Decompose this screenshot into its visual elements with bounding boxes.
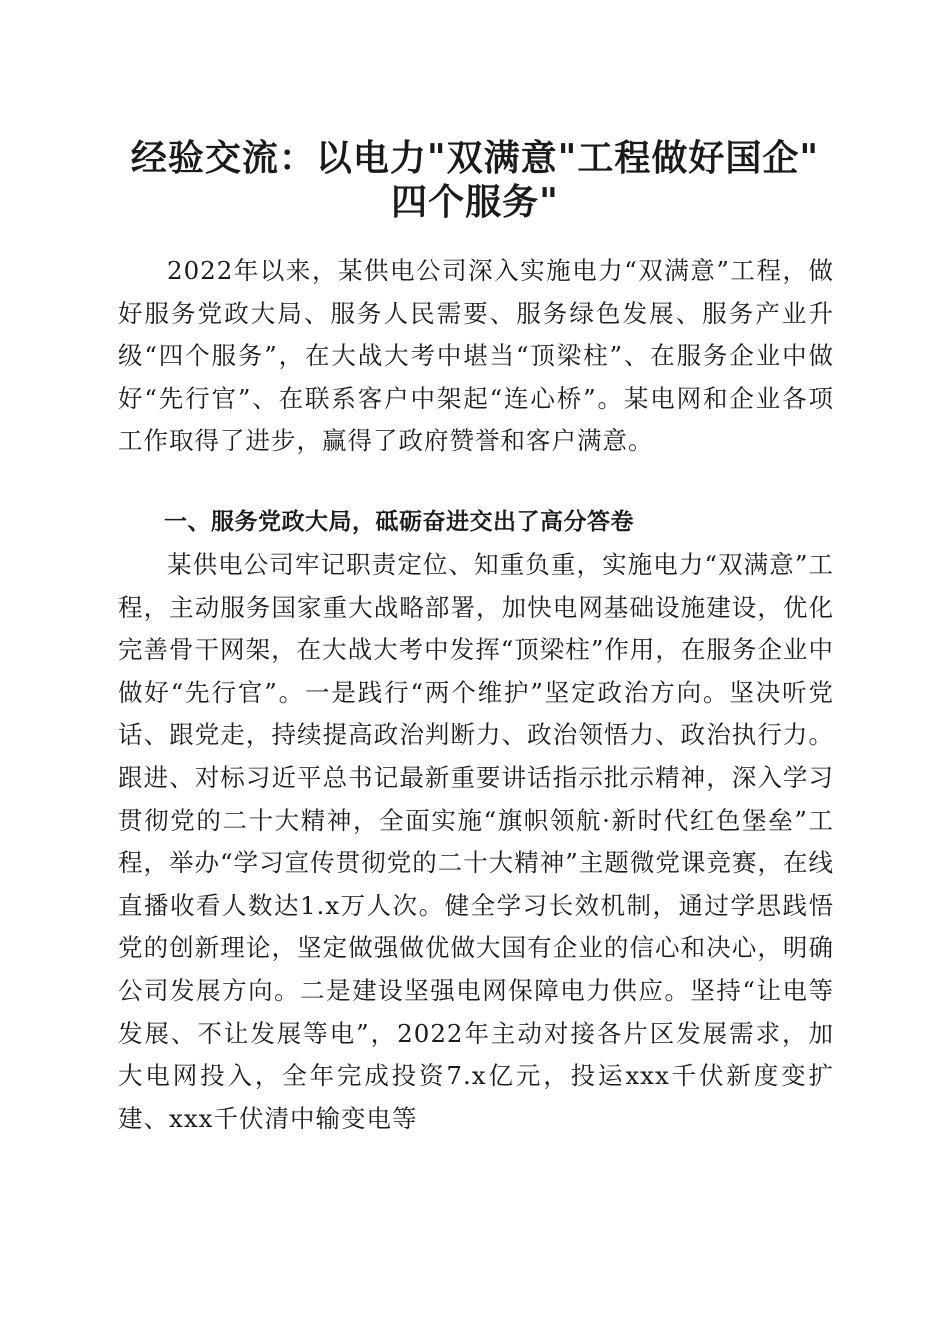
section-heading: 一、服务党政大局，砥砺奋进交出了高分答卷: [164, 509, 634, 535]
document-title-line-1: 经验交流：以电力"双满意"工程做好国企": [130, 137, 820, 179]
document-title-line-2: 四个服务": [391, 181, 559, 223]
body-paragraph: 某供电公司牢记职责定位、知重负重，实施电力“双满意”工程，主动服务国家重大战略部署，加快电网基础设施建设，优化完善骨干网架，在大战大考中发挥“顶梁柱”作用，在服务企业中做好“先行官”。一是践行“两个维护”坚定政治方向。坚决听党话、跟党走，持续提高政治判断力、政治领悟力、政治执行力。跟进、对标习近平总书记最新重要讲话指示批示精神，深入学习贯彻党的二十大精神，全面实施“旗帜领航·新时代红色堡垒”工程，举办“学习宣传贯彻党的二十大精神”主题微党课竞赛，在线直播收看人数达1.x万人次。健全学习长效机制，通过学思践悟党的创新理论，坚定做强做优做大国有企业的信心和决心，明确公司发展方向。二是建设坚强电网保障电力供应。坚持“让电等发展、不让发展等电”，2022年主动对接各片区发展需求，加大电网投入，全年完成投资7.x亿元，投运xxx千伏新度变扩建、xxx千伏清中输变电等: [118, 550, 834, 1133]
intro-paragraph: 2022年以来，某供电公司深入实施电力“双满意”工程，做好服务党政大局、服务人民需要、服务绿色发展、服务产业升级“四个服务”，在大战大考中堪当“顶梁柱”、在服务企业中做好“先行官”、在联系客户中架起“连心桥”。某电网和企业各项工作取得了进步，赢得了政府赞誉和客户满意。: [118, 256, 834, 456]
